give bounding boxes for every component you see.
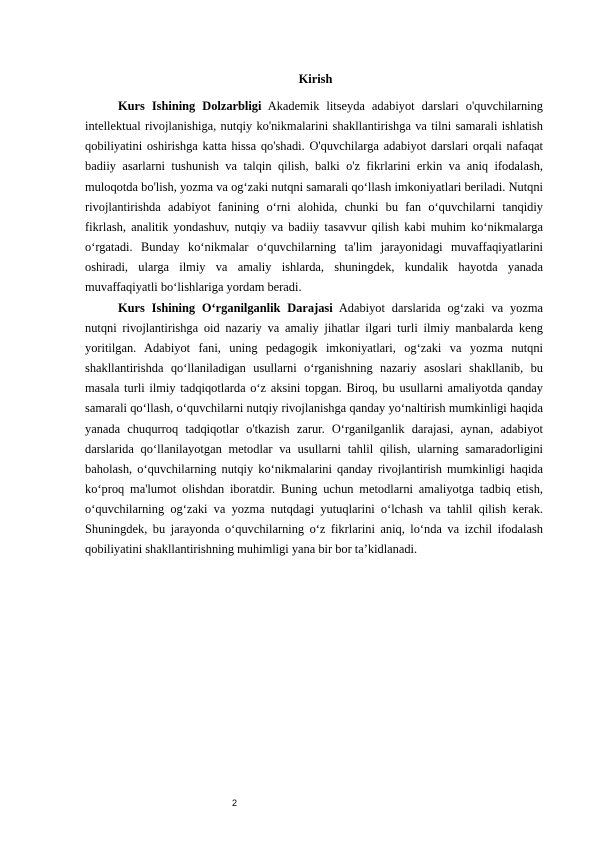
paragraph-text-relevance: Akademik litseyda adabiyot darslari o'quvchilarning intellektual rivojlanishiga, nutqiy ko'nikmalarini shakllantirishga va tilni samarali ishlatish qobiliyatini oshirishga katta hissa qo'shadi. O'quvchilarga adabiyot darslari orqali nafaqat badiiy asarlarni tushunish va talqin qilish, balki o'z fikrlarini erkin va aniq ifodalash, muloqotda bo'lish, yozma va og‘zaki nutqni samarali qo‘llash imkoniyatlari beriladi. Nutqni rivojlantirishda adabiyot fanining o‘rni alohida, chunki bu fan o‘quvchilarni tanqidiy fikrlash, analitik yondashuv, nutqiy va badiiy tasavvur qilish kabi muhim ko‘nikmalarga o‘rgatadi. Bunday ko‘nikmalar o‘quvchilarning ta'lim jarayonidagi muvaffaqiyatlarini oshiradi, ularga ilmiy va amaliy ishlarda, shuningdek, kundalik hayotda yanada muvaffaqiyatli bo‘lishlariga yordam beradi. — [85, 99, 543, 295]
paragraph-relevance — [85, 96, 543, 298]
page-number: 2 — [232, 798, 238, 808]
paragraph-heading-relevance: Kurs Ishining Dolzarbligi — [118, 99, 262, 113]
paragraph-heading-study-level: Kurs Ishining O‘rganilganlik Darajasi — [118, 300, 333, 315]
paragraph-text-study-level: Adabiyot darslarida og‘zaki va yozma nutqni rivojlantirishga oid nazariy va amaliy jihatlar ilgari turli ilmiy manbalarda keng yoritilgan. Adabiyot fani, uning pedagogik imkoniyatlari, og‘zaki va yozma nutqni shakllantirishda qo‘llaniladigan usullarni o‘rganishning nazariy asoslari shakllanib, bu masala turli ilmiy tadqiqotlarda o‘z aksini topgan. Biroq, bu usullarni amaliyotda qanday samarali qo‘llash, o‘quvchilarni nutqiy rivojlanishga qanday yo‘naltirish mumkinligi haqida yanada chuqurroq tadqiqotlar o'tkazish zarur. O‘rganilganlik darajasi, aynan, adabiyot darslarida qo‘llanilayotgan metodlar va usullarni tahlil qilish, ularning samaradorligini baholash, o‘quvchilarning nutqiy ko‘nikmalarini qanday rivojlantirish mumkinligi haqida ko‘proq ma'lumot olishdan iboratdir. Buning uchun metodlarni amaliyotga tadbiq etish, o‘quvchilarning og‘zaki va yozma nutqdagi yutuqlarini o‘lchash va tahlil qilish kerak. Shuningdek, bu jarayonda o‘quvchilarning o‘z fikrlarini aniq, lo‘nda va izchil ifodalash qobiliyatini shakllantirishning muhimligi yana bir bor ta’kidlanadi. — [85, 300, 543, 557]
section-title: Kirish — [298, 72, 333, 86]
paragraph-study-level — [85, 298, 543, 560]
body-text — [85, 96, 543, 560]
